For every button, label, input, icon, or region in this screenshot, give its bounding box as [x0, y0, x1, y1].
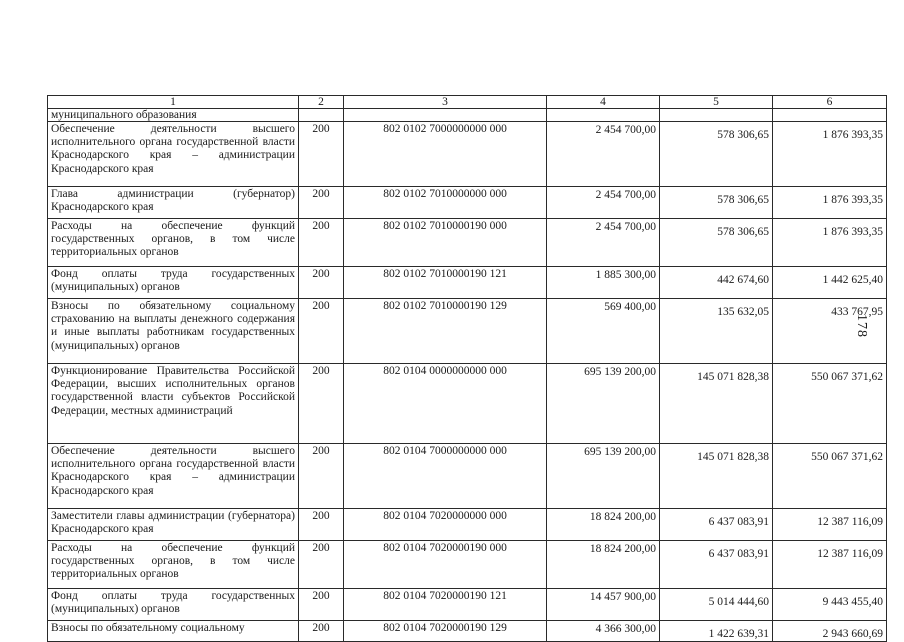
- row-col2-cell: 200: [299, 219, 344, 267]
- table-row: [48, 187, 887, 219]
- row-remaining-amount-cell: 433 767,95: [773, 299, 887, 364]
- row-remaining-amount-cell: 1 876 393,35: [773, 122, 887, 187]
- row-plan-amount-cell: [547, 109, 660, 122]
- row-col2-cell: 200: [299, 267, 344, 299]
- row-code-cell: 802 0104 7000000000 000: [344, 444, 547, 509]
- table-row: [48, 299, 887, 364]
- header-cell-6: 6: [773, 96, 887, 109]
- row-name-cell: Расходы на обеспечение функций государственных органов, в том числе территориальных органов: [48, 219, 299, 267]
- row-remaining-amount-cell: 12 387 116,09: [773, 509, 887, 541]
- row-remaining-amount-cell: 12 387 116,09: [773, 541, 887, 589]
- row-col2-cell: 200: [299, 621, 344, 642]
- row-col2-cell: 200: [299, 187, 344, 219]
- row-plan-amount-cell: 1 885 300,00: [547, 267, 660, 299]
- row-name-cell: Обеспечение деятельности высшего исполнительного органа государственной власти Краснодарского края – администрации Краснодарского края: [48, 122, 299, 187]
- table-row: [48, 219, 887, 267]
- row-code-cell: 802 0102 7000000000 000: [344, 122, 547, 187]
- row-code-cell: [344, 109, 547, 122]
- header-cell-4: 4: [547, 96, 660, 109]
- row-remaining-amount-cell: 550 067 371,62: [773, 364, 887, 444]
- header-cell-2: 2: [299, 96, 344, 109]
- row-remaining-amount-cell: [773, 109, 887, 122]
- row-name-cell: Расходы на обеспечение функций государственных органов, в том числе территориальных органов: [48, 541, 299, 589]
- table-row: [48, 109, 887, 122]
- row-code-cell: 802 0102 7010000000 000: [344, 187, 547, 219]
- row-code-cell: 802 0104 0000000000 000: [344, 364, 547, 444]
- row-name-cell: Взносы по обязательному социальному страхованию на выплаты денежного содержания и иные выплаты работникам государственных (муниципальных) органов: [48, 299, 299, 364]
- row-col2-cell: 200: [299, 364, 344, 444]
- table-row: [48, 364, 887, 444]
- row-name-cell: Заместители главы администрации (губернатора) Краснодарского края: [48, 509, 299, 541]
- header-cell-5: 5: [660, 96, 773, 109]
- row-name-cell: муниципального образования: [48, 109, 299, 122]
- row-remaining-amount-cell: 1 876 393,35: [773, 219, 887, 267]
- row-col2-cell: 200: [299, 541, 344, 589]
- row-name-cell: Фонд оплаты труда государственных (муниципальных) органов: [48, 589, 299, 621]
- row-plan-amount-cell: 18 824 200,00: [547, 509, 660, 541]
- row-col2-cell: 200: [299, 122, 344, 187]
- row-code-cell: 802 0104 7020000190 000: [344, 541, 547, 589]
- row-executed-amount-cell: 578 306,65: [660, 219, 773, 267]
- row-plan-amount-cell: 695 139 200,00: [547, 444, 660, 509]
- row-executed-amount-cell: 6 437 083,91: [660, 541, 773, 589]
- row-col2-cell: 200: [299, 589, 344, 621]
- row-plan-amount-cell: 4 366 300,00: [547, 621, 660, 642]
- row-remaining-amount-cell: 9 443 455,40: [773, 589, 887, 621]
- row-code-cell: 802 0102 7010000190 121: [344, 267, 547, 299]
- table-row: [48, 509, 887, 541]
- row-plan-amount-cell: 18 824 200,00: [547, 541, 660, 589]
- row-remaining-amount-cell: 550 067 371,62: [773, 444, 887, 509]
- row-code-cell: 802 0104 7020000190 121: [344, 589, 547, 621]
- row-remaining-amount-cell: 2 943 660,69: [773, 621, 887, 642]
- row-executed-amount-cell: 578 306,65: [660, 187, 773, 219]
- header-cell-1: 1: [48, 96, 299, 109]
- table-row: [48, 444, 887, 509]
- row-remaining-amount-cell: 1 442 625,40: [773, 267, 887, 299]
- row-executed-amount-cell: 145 071 828,38: [660, 444, 773, 509]
- row-executed-amount-cell: 5 014 444,60: [660, 589, 773, 621]
- table-row: [48, 589, 887, 621]
- row-name-cell: Глава администрации (губернатор) Краснодарского края: [48, 187, 299, 219]
- row-executed-amount-cell: 6 437 083,91: [660, 509, 773, 541]
- row-col2-cell: [299, 109, 344, 122]
- row-name-cell: Обеспечение деятельности высшего исполнительного органа государственной власти Краснодарского края – администрации Краснодарского края: [48, 444, 299, 509]
- row-code-cell: 802 0102 7010000190 000: [344, 219, 547, 267]
- header-cell-3: 3: [344, 96, 547, 109]
- row-col2-cell: 200: [299, 444, 344, 509]
- row-plan-amount-cell: 2 454 700,00: [547, 122, 660, 187]
- budget-table: [47, 95, 887, 642]
- row-plan-amount-cell: 695 139 200,00: [547, 364, 660, 444]
- row-plan-amount-cell: 14 457 900,00: [547, 589, 660, 621]
- row-name-cell: Фонд оплаты труда государственных (муниципальных) органов: [48, 267, 299, 299]
- row-code-cell: 802 0104 7020000190 129: [344, 621, 547, 642]
- header-row: [48, 96, 887, 109]
- table-row: [48, 122, 887, 187]
- row-executed-amount-cell: 578 306,65: [660, 122, 773, 187]
- row-plan-amount-cell: 569 400,00: [547, 299, 660, 364]
- row-name-cell: Взносы по обязательному социальному: [48, 621, 299, 642]
- row-executed-amount-cell: 145 071 828,38: [660, 364, 773, 444]
- row-executed-amount-cell: 442 674,60: [660, 267, 773, 299]
- row-code-cell: 802 0102 7010000190 129: [344, 299, 547, 364]
- row-code-cell: 802 0104 7020000000 000: [344, 509, 547, 541]
- row-plan-amount-cell: 2 454 700,00: [547, 187, 660, 219]
- table-row: [48, 621, 887, 642]
- row-executed-amount-cell: 135 632,05: [660, 299, 773, 364]
- row-remaining-amount-cell: 1 876 393,35: [773, 187, 887, 219]
- row-col2-cell: 200: [299, 509, 344, 541]
- row-name-cell: Функционирование Правительства Российской Федерации, высших исполнительных органов государственной власти субъектов Российской Федерации, местных администраций: [48, 364, 299, 444]
- table-row: [48, 541, 887, 589]
- row-executed-amount-cell: [660, 109, 773, 122]
- row-plan-amount-cell: 2 454 700,00: [547, 219, 660, 267]
- row-col2-cell: 200: [299, 299, 344, 364]
- table-row: [48, 267, 887, 299]
- page-number: 178: [854, 314, 869, 338]
- row-executed-amount-cell: 1 422 639,31: [660, 621, 773, 642]
